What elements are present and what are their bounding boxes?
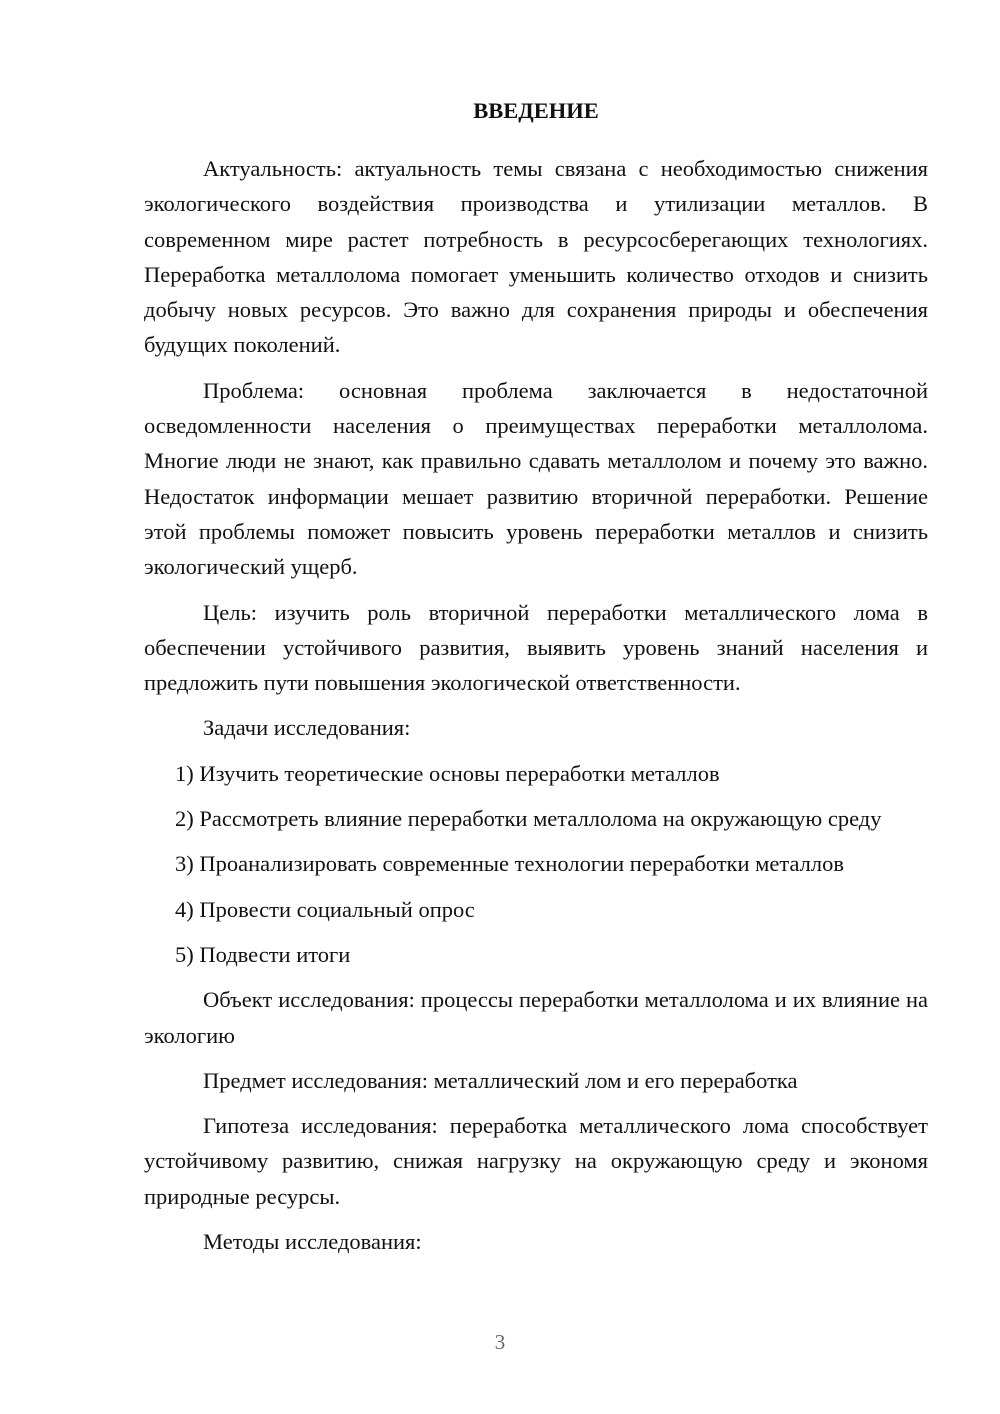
paragraph-methods: Методы исследования:	[203, 1229, 422, 1255]
task-item-3: 3) Проанализировать современные технологии переработки металлов	[175, 851, 844, 877]
task-item-4: 4) Провести социальный опрос	[175, 896, 475, 922]
page-content	[144, 96, 928, 1259]
section-heading: ВВЕДЕНИЕ	[473, 98, 599, 123]
paragraph-relevance: Актуальность: актуальность темы связана с необходимостью снижения экологического воздействия производства и утилизации металлов. В современном мире растет потребность в ресурсосберегающих технологиях. Переработка металлолома помогает уменьшить количество отходов и снизить добычу новых ресурсов. Это важно для сохранения природы и обеспечения будущих поколений.	[144, 156, 928, 358]
paragraph-hypothesis: Гипотеза исследования: переработка металлического лома способствует устойчивому развитию, снижая нагрузку на окружающую среду и экономя природные ресурсы.	[144, 1113, 928, 1209]
paragraph-problem: Проблема: основная проблема заключается в недостаточной осведомленности населения о преимуществах переработки металлолома. Многие люди не знают, как правильно сдавать металлолом и почему это важно. Недостаток информации мешает развитию вторичной переработки. Решение этой проблемы поможет повысить уровень переработки металлов и снизить экологический ущерб.	[144, 377, 928, 580]
paragraph-goal: Цель: изучить роль вторичной переработки металлического лома в обеспечении устойчивого развития, выявить уровень знаний населения и предложить пути повышения экологической ответственности.	[144, 599, 928, 696]
paragraph-subject: Предмет исследования: металлический лом и его переработка	[203, 1067, 798, 1093]
paragraph-tasks-heading: Задачи исследования:	[203, 715, 411, 741]
task-item-5: 5) Подвести итоги	[175, 941, 351, 967]
page-number: 3	[494, 1330, 506, 1354]
task-item-2: 2) Рассмотреть влияние переработки металлолома на окружающую среду	[175, 806, 882, 832]
task-item-1: 1) Изучить теоретические основы переработки металлов	[175, 760, 720, 786]
paragraph-object: Объект исследования: процессы переработки металлолома и их влияние на экологию	[144, 987, 928, 1048]
